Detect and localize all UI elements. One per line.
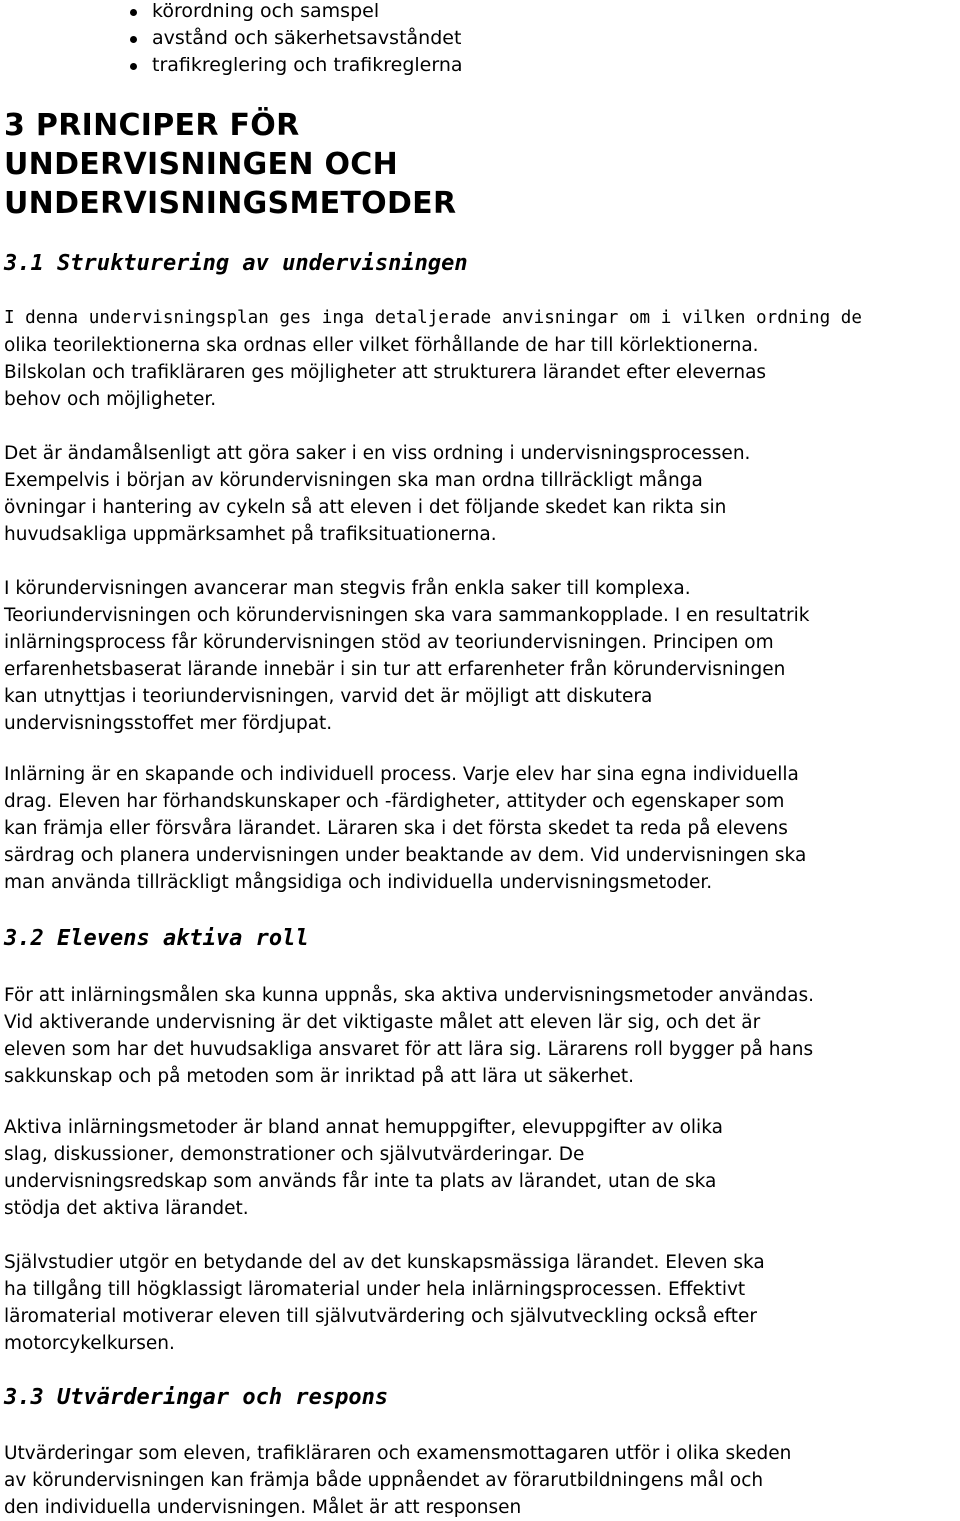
text-line: Det är ändamålsenligt att göra saker i en viss ordning i undervisningsprocessen. <box>4 443 751 464</box>
text-line: drag. Eleven har förhandskunskaper och -färdigheter, attityder och egenskaper som <box>4 791 785 812</box>
text-line: huvudsakliga uppmärksamhet på trafiksituationerna. <box>4 524 497 545</box>
text-line: motorcykelkursen. <box>4 1333 175 1354</box>
text-line: Bilskolan och trafikläraren ges möjligheter att strukturera lärandet efter elevernas <box>4 362 767 383</box>
text-line: Vid aktiverande undervisning är det viktigaste målet att eleven lär sig, och det är <box>4 1012 761 1033</box>
paragraph <box>4 575 960 737</box>
bullet-item: avstånd och säkerhetsavståndet <box>124 25 463 52</box>
text-line: Inlärning är en skapande och individuell process. Varje elev har sina egna individuella <box>4 764 799 785</box>
section-heading-3-3: 3.3 Utvärderingar och respons <box>4 1385 389 1410</box>
chapter-heading-line: UNDERVISNINGSMETODER <box>4 186 457 221</box>
paragraph <box>4 1440 960 1521</box>
text-line: behov och möjligheter. <box>4 389 217 410</box>
text-line: I körundervisningen avancerar man stegvis från enkla saker till komplexa. <box>4 578 691 599</box>
text-line: ha tillgång till högklassigt läromaterial under hela inlärningsprocessen. Effektivt <box>4 1279 746 1300</box>
text-line: undervisningsredskap som används får inte ta plats av lärandet, utan de ska <box>4 1171 717 1192</box>
paragraph <box>4 1249 960 1357</box>
text-line: den individuella undervisningen. Målet är att responsen <box>4 1497 522 1518</box>
text-line: Exempelvis i början av körundervisningen ska man ordna tillräckligt många <box>4 470 703 491</box>
paragraph <box>4 440 960 548</box>
text-line: läromaterial motiverar eleven till självutvärdering och självutveckling också efter <box>4 1306 757 1327</box>
text-line: särdrag och planera undervisningen under beaktande av dem. Vid undervisningen ska <box>4 845 807 866</box>
text-line: Teoriundervisningen och körundervisningen ska vara sammankopplade. I en resultatrik <box>4 605 810 626</box>
text-line: Självstudier utgör en betydande del av det kunskapsmässiga lärandet. Eleven ska <box>4 1252 765 1273</box>
paragraph <box>4 982 960 1090</box>
bullet-item: trafikreglering och trafikreglerna <box>124 52 463 79</box>
text-line: För att inlärningsmålen ska kunna uppnås, ska aktiva undervisningsmetoder användas. <box>4 985 815 1006</box>
text-line: olika teorilektionerna ska ordnas eller vilket förhållande de har till körlektionerna. <box>4 335 759 356</box>
text-line: stödja det aktiva lärandet. <box>4 1198 249 1219</box>
text-line: man använda tillräckligt mångsidiga och individuella undervisningsmetoder. <box>4 872 713 893</box>
section-heading-3-1: 3.1 Strukturering av undervisningen <box>4 251 468 276</box>
text-line: av körundervisningen kan främja både uppnåendet av förarutbildningens mål och <box>4 1470 764 1491</box>
paragraph <box>4 761 960 896</box>
text-line: slag, diskussioner, demonstrationer och självutvärderingar. De <box>4 1144 585 1165</box>
chapter-heading <box>4 106 456 223</box>
text-line: Aktiva inlärningsmetoder är bland annat hemuppgifter, elevuppgifter av olika <box>4 1117 723 1138</box>
chapter-heading-line: UNDERVISNINGEN OCH <box>4 147 399 182</box>
text-line: övningar i hantering av cykeln så att eleven i det följande skedet kan rikta sin <box>4 497 727 518</box>
bullet-item: körordning och samspel <box>124 0 463 25</box>
text-line: eleven som har det huvudsakliga ansvaret för att lära sig. Lärarens roll bygger på hans <box>4 1039 814 1060</box>
text-line: undervisningsstoffet mer fördjupat. <box>4 713 333 734</box>
text-line: Utvärderingar som eleven, trafikläraren och examensmottagaren utför i olika skeden <box>4 1443 792 1464</box>
text-line: kan främja eller försvåra lärandet. Läraren ska i det första skedet ta reda på elevens <box>4 818 788 839</box>
paragraph <box>4 305 960 413</box>
section-heading-3-2: 3.2 Elevens aktiva roll <box>4 926 309 951</box>
chapter-heading-line: 3 PRINCIPER FÖR <box>4 108 300 143</box>
text-line: sakkunskap och på metoden som är inriktad på att lära ut säkerhet. <box>4 1066 635 1087</box>
text-line: erfarenhetsbaserat lärande innebär i sin tur att erfarenheter från körundervisningen <box>4 659 786 680</box>
text-line: inlärningsprocess får körundervisningen stöd av teoriundervisningen. Principen om <box>4 632 774 653</box>
text-line: kan utnyttjas i teoriundervisningen, varvid det är möjligt att diskutera <box>4 686 653 707</box>
text-line: I denna undervisningsplan ges inga detaljerade anvisningar om i vilken ordning de <box>4 308 862 328</box>
paragraph <box>4 1114 960 1222</box>
topic-bullet-list <box>124 0 463 79</box>
